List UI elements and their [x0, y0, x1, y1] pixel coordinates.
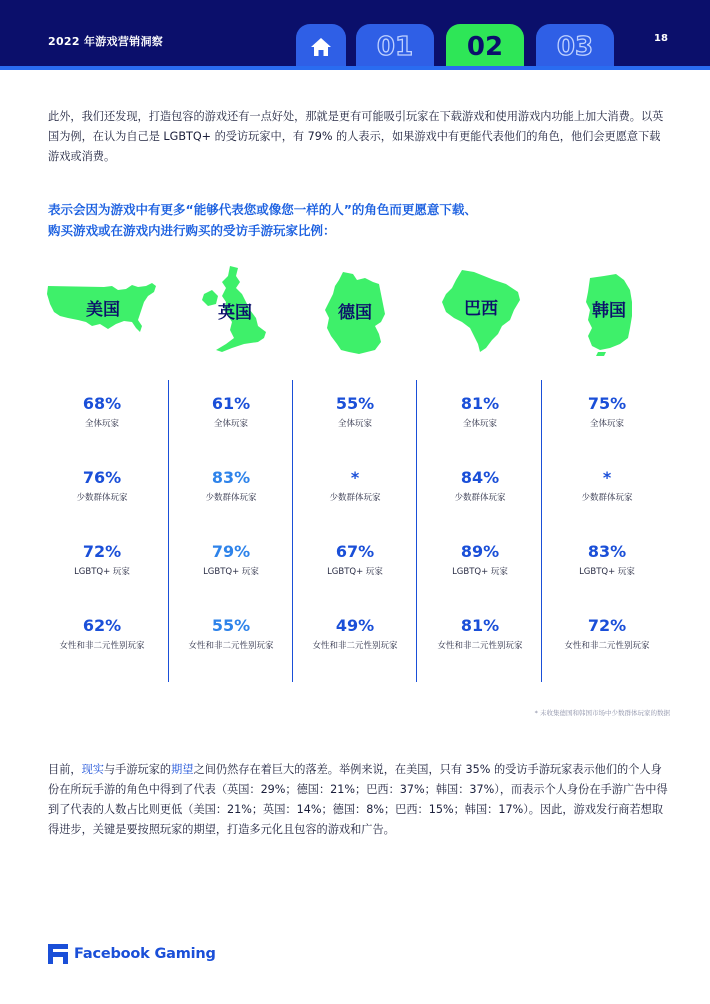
- stat-value: 84%: [460, 468, 500, 487]
- stat-label: 全体玩家: [84, 419, 119, 429]
- page-header: [0, 0, 710, 70]
- tab-03[interactable]: [536, 24, 614, 70]
- stat-label: 少数群体玩家: [205, 493, 257, 503]
- stat-label: 少数群体玩家: [76, 493, 128, 503]
- brand-name: Facebook Gaming: [74, 946, 216, 962]
- stat-value: 67%: [335, 542, 375, 561]
- stat-label: LGBTQ+ 玩家: [452, 567, 508, 577]
- stat-value: 81%: [460, 394, 500, 413]
- stat-women-nonbinary-players: [169, 616, 293, 652]
- stat-women-nonbinary-players: [293, 616, 417, 652]
- country-label-germany: 德国: [338, 303, 372, 323]
- stat-value: 81%: [460, 616, 500, 635]
- section-subheading: [48, 199, 668, 241]
- header-accent-bar: [0, 66, 710, 70]
- stat-label: 全体玩家: [213, 419, 248, 429]
- stat-lgbtq-players: [40, 542, 164, 578]
- stat-label: 女性和非二元性别玩家: [188, 641, 274, 651]
- stat-lgbtq-players: [293, 542, 417, 578]
- home-icon: [310, 36, 332, 58]
- country-label-brazil: 巴西: [464, 299, 498, 319]
- tab-02[interactable]: [446, 24, 524, 70]
- stat-minority-players: [418, 468, 542, 504]
- stat-value: 83%: [211, 468, 251, 487]
- stat-value: 89%: [460, 542, 500, 561]
- country-label-usa: 美国: [86, 300, 120, 320]
- stat-label: 全体玩家: [462, 419, 497, 429]
- facebook-gaming-logo[interactable]: [48, 944, 216, 964]
- stat-value: 72%: [587, 616, 627, 635]
- stat-label: 女性和非二元性别玩家: [312, 641, 398, 651]
- stat-label: 全体玩家: [589, 419, 624, 429]
- stat-lgbtq-players: [545, 542, 669, 578]
- stat-value: 62%: [82, 616, 122, 635]
- subheading-line-1: 表示会因为游戏中有更多“能够代表您或像您一样的人”的角色而更愿意下载、: [48, 202, 477, 217]
- stat-label: LGBTQ+ 玩家: [579, 567, 635, 577]
- stat-value: 83%: [587, 542, 627, 561]
- stat-minority-players: [40, 468, 164, 504]
- facebook-gaming-mark-icon: [48, 944, 68, 964]
- stat-label: LGBTQ+ 玩家: [74, 567, 130, 577]
- stat-value: 68%: [82, 394, 122, 413]
- stat-value: 75%: [587, 394, 627, 413]
- stat-women-nonbinary-players: [545, 616, 669, 652]
- stat-label: 女性和非二元性别玩家: [437, 641, 523, 651]
- highlight-reality: 现实: [81, 763, 104, 776]
- subheading-line-2: 购买游戏或在游戏内进行购买的受访手游玩家比例：: [48, 223, 336, 238]
- stat-lgbtq-players: [169, 542, 293, 578]
- stat-all-players: [40, 394, 164, 430]
- tab-03-label: 03: [556, 32, 594, 62]
- stat-label: LGBTQ+ 玩家: [327, 567, 383, 577]
- footnote: * 未收集德国和韩国市场中少数群体玩家的数据: [534, 709, 670, 717]
- country-label-korea: 韩国: [592, 301, 626, 321]
- stat-label: 少数群体玩家: [454, 493, 506, 503]
- tab-01-label: 01: [376, 32, 414, 62]
- stat-label: 女性和非二元性别玩家: [564, 641, 650, 651]
- germany-map: [323, 270, 387, 356]
- stat-minority-players: [169, 468, 293, 504]
- country-label-uk: 英国: [218, 303, 252, 323]
- stat-lgbtq-players: [418, 542, 542, 578]
- stat-minority-players: [293, 468, 417, 504]
- closing-paragraph: 目前，现实与手游玩家的期望之间仍然存在着巨大的落差。举例来说，在美国，只有 35% 的受访手游玩家表示他们的个人身份在所玩手游的角色中得到了代表（英国：29%；德国：21%；巴西：37%；韩国：37%），而表示个人身份在手游广告中得到了代表的人数占比则更低（美国：21%；英国：14%；德国：8%；巴西：15%；韩国：17%）。因此，游戏发行商若想取得进步，关键是要按照玩家的期望，打造多元化且包容的游戏和广告。: [48, 763, 668, 836]
- stat-all-players: [169, 394, 293, 430]
- stat-all-players: [545, 394, 669, 430]
- stat-all-players: [418, 394, 542, 430]
- stat-label: 全体玩家: [337, 419, 372, 429]
- page-number: 18: [654, 33, 668, 44]
- stat-value: 76%: [82, 468, 122, 487]
- stat-value: 79%: [211, 542, 251, 561]
- tab-01[interactable]: [356, 24, 434, 70]
- tab-home[interactable]: [296, 24, 346, 70]
- stat-value: 55%: [211, 616, 251, 635]
- stat-label: LGBTQ+ 玩家: [203, 567, 259, 577]
- stat-minority-players: [545, 468, 669, 504]
- highlight-expectation: 期望: [171, 763, 194, 776]
- stat-value: *: [350, 468, 360, 487]
- stat-label: 少数群体玩家: [329, 493, 381, 503]
- korea-map: [584, 272, 634, 356]
- stat-value: *: [602, 468, 612, 487]
- stat-women-nonbinary-players: [40, 616, 164, 652]
- stat-value: 55%: [335, 394, 375, 413]
- stat-value: 61%: [211, 394, 251, 413]
- intro-paragraph: 此外，我们还发现，打造包容的游戏还有一点好处，那就是更有可能吸引玩家在下载游戏和使用游戏内功能上加大消费。以英国为例，在认为自己是 LGBTQ+ 的受访玩家中，有 79% 的人表示，如果游戏中有更能代表他们的角色，他们会更愿意下载游戏或消费。: [48, 110, 664, 163]
- stat-women-nonbinary-players: [418, 616, 542, 652]
- brazil-map: [440, 268, 522, 354]
- stat-value: 72%: [82, 542, 122, 561]
- stat-all-players: [293, 394, 417, 430]
- usa-map: [46, 282, 160, 334]
- stat-label: 女性和非二元性别玩家: [59, 641, 145, 651]
- stat-value: 49%: [335, 616, 375, 635]
- tab-02-label: 02: [466, 32, 504, 62]
- stat-label: 少数群体玩家: [581, 493, 633, 503]
- uk-map: [200, 264, 270, 356]
- doc-title: 2022 年游戏营销洞察: [48, 35, 164, 48]
